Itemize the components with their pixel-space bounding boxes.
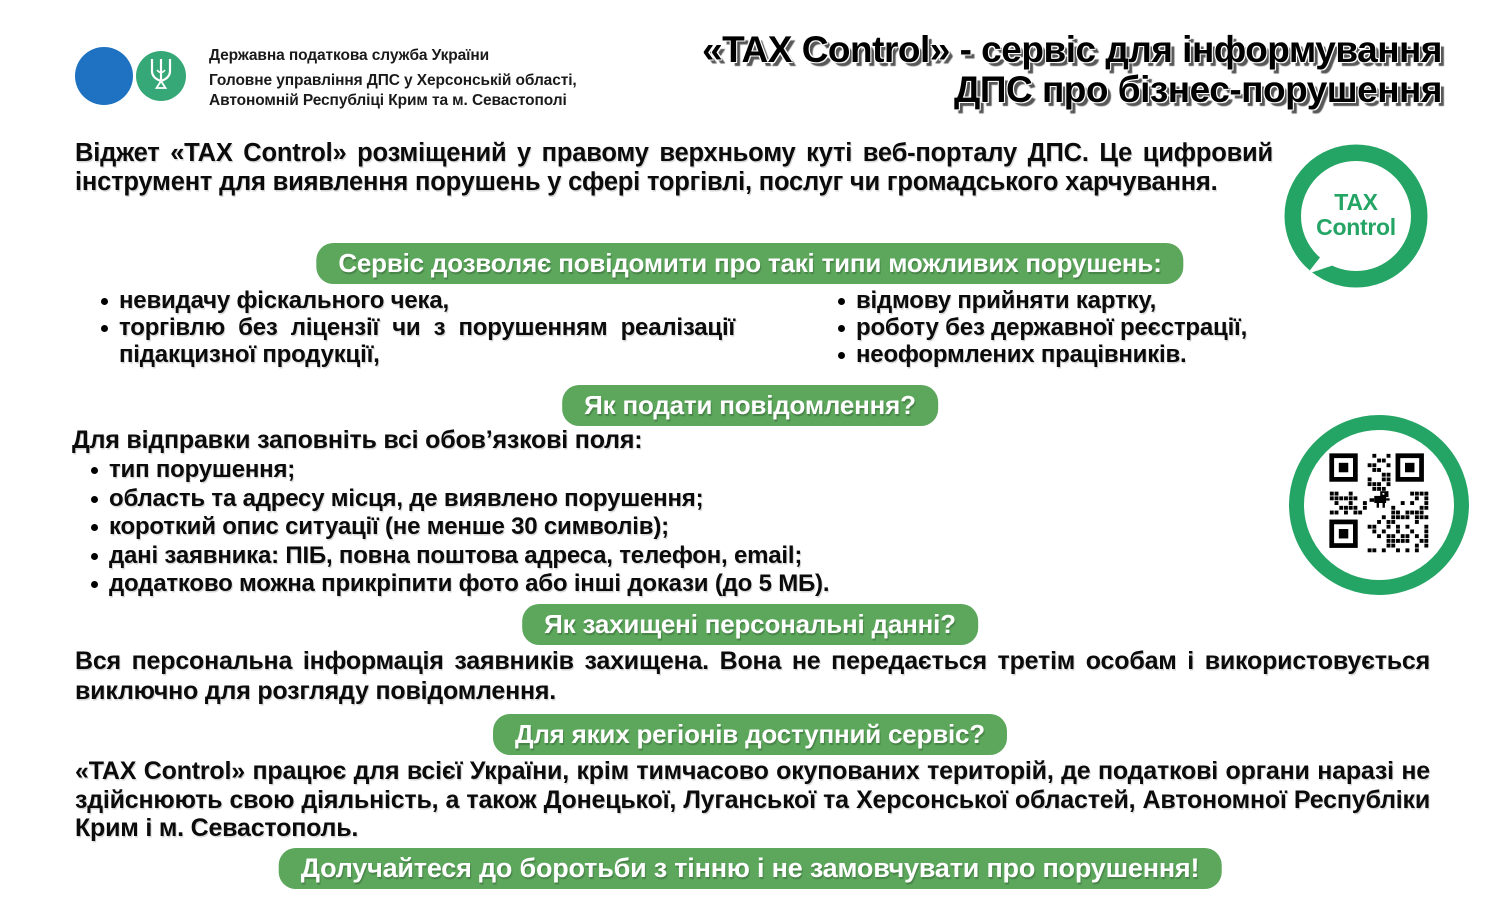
section-heading-privacy: Як захищені персональні данні?	[522, 604, 978, 645]
trident-icon	[148, 57, 174, 96]
section-heading-violations: Сервіс дозволяє повідомити про такі типи можливих порушень:	[316, 243, 1183, 284]
violations-lists	[95, 287, 1300, 368]
page-title	[582, 30, 1442, 110]
qr-code-badge	[1289, 415, 1469, 595]
agency-name-line3: Автономній Республіці Крим та м. Севастополі	[209, 92, 567, 109]
violation-item: роботу без державної реєстрації,	[832, 314, 1300, 341]
intro-paragraph: Віджет «TAX Control» розміщений у правому верхньому куті веб-порталу ДПС. Це цифровий інструмент для виявлення порушень у сфері торгівлі, послуг чи громадського харчування.	[75, 139, 1273, 196]
violation-item: неоформлених працівників.	[832, 341, 1300, 368]
violation-item: невидачу фіскального чека,	[95, 287, 735, 314]
agency-name-line1: Державна податкова служба України	[209, 47, 490, 64]
page-title-line1: «TAX Control» - сервіс для інформування	[702, 29, 1442, 70]
field-item: короткий опис ситуації (не менше 30 символів);	[85, 513, 985, 541]
qr-code	[1327, 451, 1431, 560]
agency-name-line2: Головне управління ДПС у Херсонській області,	[209, 72, 577, 89]
required-fields-list	[85, 456, 985, 599]
agency-name	[209, 44, 577, 111]
tax-badge-line2: Control	[1316, 214, 1396, 240]
regions-paragraph: «TAX Control» працює для всієї України, крім тимчасово окупованих територій, де податкові органи наразі не здійснюють свою діяльність, а також Донецької, Луганської та Херсонської областей, Автономної Республіки Крим і м. Севастополь.	[75, 757, 1430, 842]
violation-item: торгівлю без ліцензії чи з порушенням реалізації підакцизної продукції,	[95, 314, 735, 368]
tax-badge-line1: TAX	[1334, 189, 1378, 215]
violations-list-left	[95, 287, 735, 368]
logo-blue-circle	[75, 47, 133, 105]
field-item: область та адресу місця, де виявлено порушення;	[85, 485, 985, 513]
violation-item: відмову прийняти картку,	[832, 287, 1300, 314]
field-item: тип порушення;	[85, 456, 985, 484]
privacy-paragraph: Вся персональна інформація заявників захищена. Вона не передається третім особам і використовується виключно для розгляду повідомлення.	[75, 647, 1430, 705]
logo-trident-circle	[136, 51, 186, 101]
logo-circles	[75, 44, 187, 114]
tax-control-logo-text	[1283, 144, 1429, 290]
cta-banner: Долучайтеся до боротьби з тінню і не замовчувати про порушення!	[279, 848, 1222, 889]
page-title-line2: ДПС про бізнес-порушення	[954, 69, 1442, 110]
agency-logo	[75, 44, 577, 114]
section-heading-regions: Для яких регіонів доступний сервіс?	[493, 714, 1007, 755]
section-heading-how-to: Як подати повідомлення?	[562, 385, 938, 426]
tax-control-logo	[1283, 144, 1429, 290]
field-item: додатково можна прикріпити фото або інші докази (до 5 МБ).	[85, 570, 985, 598]
field-item: дані заявника: ПІБ, повна поштова адреса, телефон, email;	[85, 542, 985, 570]
how-to-lead: Для відправки заповніть всі обов’язкові поля:	[72, 426, 643, 454]
violations-list-right	[832, 287, 1300, 368]
